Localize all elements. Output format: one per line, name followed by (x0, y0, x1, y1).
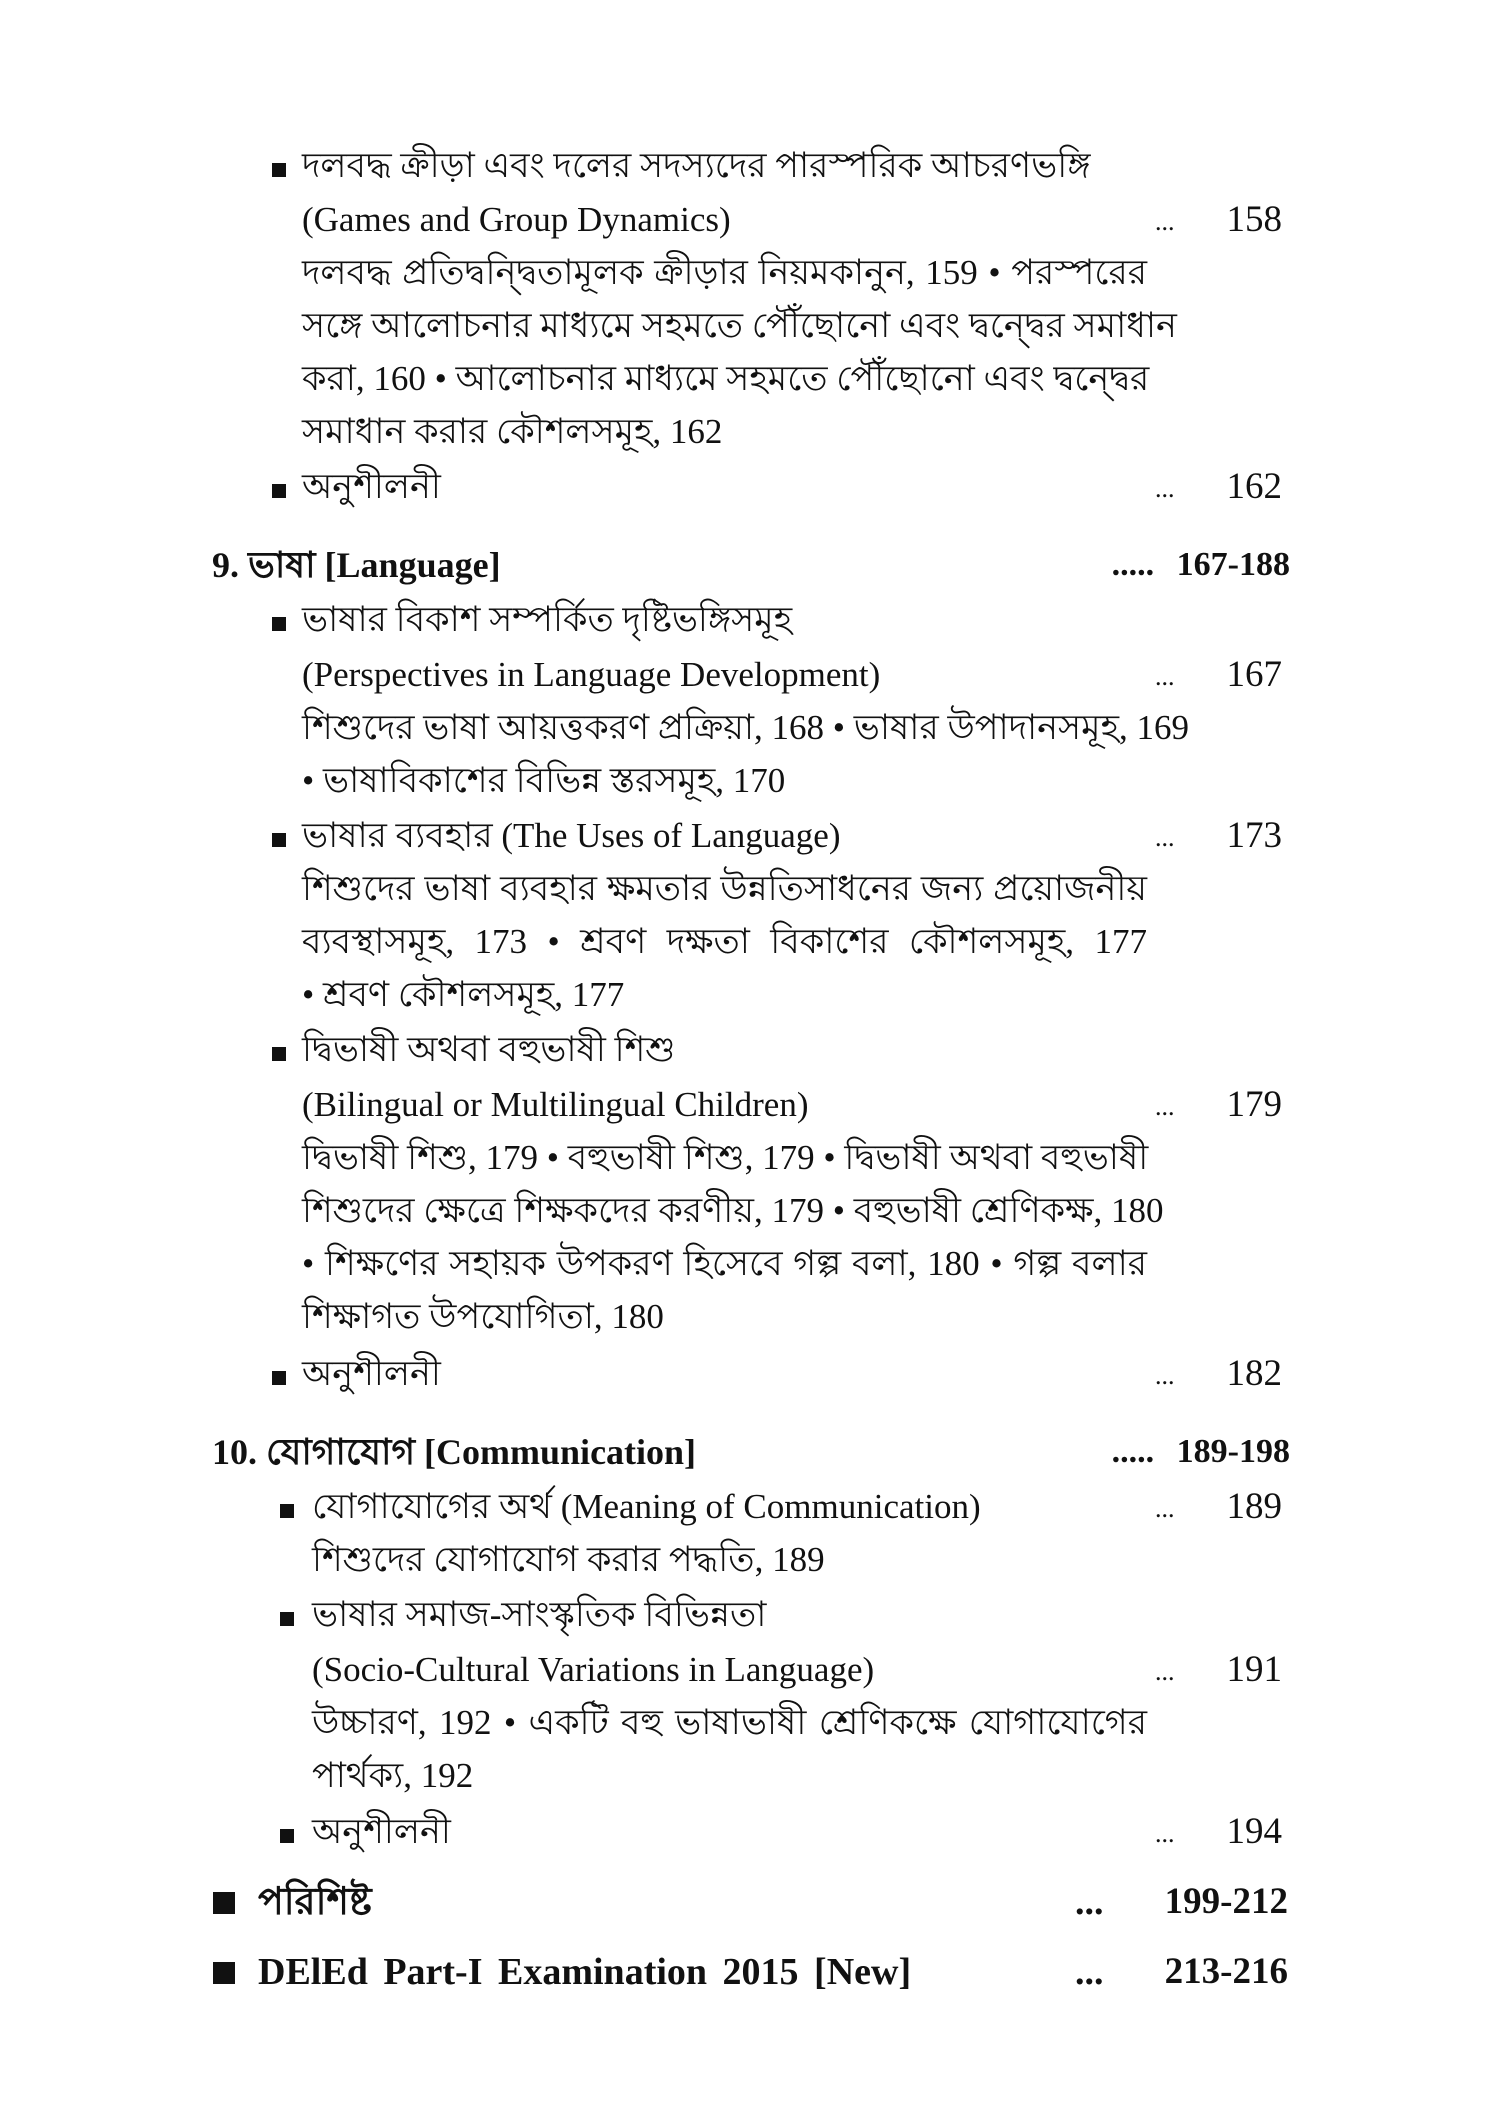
page-number: 182 (1226, 1353, 1282, 1394)
toc-detail-line: শিশুদের ক্ষেত্রে শিক্ষকদের করণীয়, 179 • বহুভাষী শ্রেণিকক্ষ, 180 (302, 1191, 1164, 1230)
page-number: 189 (1226, 1486, 1282, 1527)
exam-label: DElEd Part-I Examination 2015 [New] (258, 1951, 912, 1993)
toc-item-title: ভাষার সমাজ-সাংস্কৃতিক বিভিন্নতা (312, 1595, 767, 1634)
leader-dots: ..... (1111, 1433, 1155, 1470)
page-range: 199-212 (1164, 1881, 1288, 1922)
page-number: 162 (1226, 466, 1282, 507)
toc-detail-line: • ভাষাবিকাশের বিভিন্ন স্তরসমূহ, 170 (302, 761, 786, 800)
leader-dots: ... (1075, 1881, 1104, 1923)
toc-detail-line: দলবদ্ধ প্রতিদ্বন্দ্বিতামূলক ক্রীড়ার নিয়মকানুন, 159 • পরস্পরের (302, 253, 1147, 292)
toc-detail-line: • শিক্ষণের সহায়ক উপকরণ হিসেবে গল্প বলা, 180 • গল্প বলার (302, 1244, 1147, 1283)
toc-detail-line: শিশুদের ভাষা আয়ত্তকরণ প্রক্রিয়া, 168 • ভাষার উপাদানসমূহ, 169 (302, 708, 1190, 747)
toc-item-title: ভাষার বিকাশ সম্পর্কিত দৃষ্টিভঙ্গিসমূহ (302, 600, 793, 639)
toc-item-subtitle: (Bilingual or Multilingual Children) (302, 1085, 809, 1124)
leader-dots: ... (1155, 1819, 1175, 1848)
toc-detail-line: ব্যবস্থাসমূহ, 173 • শ্রবণ দক্ষতা বিকাশের কৌশলসমূহ, 177 (302, 922, 1147, 961)
leader-dots: ... (1155, 1092, 1175, 1121)
toc-item-subtitle: (Socio-Cultural Variations in Language) (312, 1650, 875, 1689)
leader-dots: ..... (1111, 546, 1155, 583)
leader-dots: ... (1155, 662, 1175, 691)
toc-detail-line: সঙ্গে আলোচনার মাধ্যমে সহমতে পৌঁছোনো এবং দ্বন্দ্বের সমাধান (302, 306, 1177, 345)
toc-item-title: ভাষার ব্যবহার (The Uses of Language) (302, 816, 841, 855)
leader-dots: ... (1155, 1657, 1175, 1686)
appendix-label: পরিশিষ্ট (258, 1881, 372, 1923)
bullet-icon (280, 1504, 294, 1518)
bullet-icon (272, 484, 286, 498)
leader-dots: ... (1155, 207, 1175, 236)
bullet-icon (213, 1892, 235, 1914)
toc-detail-line: শিশুদের যোগাযোগ করার পদ্ধতি, 189 (312, 1540, 825, 1579)
toc-detail-line: শিক্ষাগত উপযোগিতা, 180 (302, 1297, 664, 1336)
leader-dots: ... (1075, 1951, 1104, 1993)
page-number: 173 (1226, 815, 1282, 856)
bullet-icon (272, 1047, 286, 1061)
chapter-page-range (1030, 541, 1290, 589)
page-number: 167 (1226, 654, 1282, 695)
toc-item-subtitle: (Games and Group Dynamics) (302, 200, 731, 239)
toc-detail-line: শিশুদের ভাষা ব্যবহার ক্ষমতার উন্নতিসাধনের জন্য প্রয়োজনীয় (302, 869, 1147, 908)
toc-exercise-label: অনুশীলনী (302, 467, 441, 506)
bullet-icon (280, 1829, 294, 1843)
bullet-icon (280, 1612, 294, 1626)
page-number: 194 (1226, 1811, 1282, 1852)
toc-detail-line: করা, 160 • আলোচনার মাধ্যমে সহমতে পৌঁছোনো এবং দ্বন্দ্বের (302, 359, 1150, 398)
toc-detail-line: উচ্চারণ, 192 • একটি বহু ভাষাভাষী শ্রেণিকক্ষে যোগাযোগের (312, 1703, 1147, 1742)
leader-dots: ... (1155, 1361, 1175, 1390)
toc-exercise-label: অনুশীলনী (302, 1354, 441, 1393)
chapter-page-range (1030, 1428, 1290, 1476)
leader-dots: ... (1155, 823, 1175, 852)
toc-detail-line: সমাধান করার কৌশলসমূহ, 162 (302, 412, 723, 451)
page-range: 189-198 (1176, 1433, 1290, 1470)
leader-dots: ... (1155, 1494, 1175, 1523)
toc-item-subtitle: (Perspectives in Language Development) (302, 655, 881, 694)
toc-detail-line: দ্বিভাষী শিশু, 179 • বহুভাষী শিশু, 179 • দ্বিভাষী অথবা বহুভাষী (302, 1138, 1149, 1177)
leader-dots: ... (1155, 474, 1175, 503)
page-range: 167-188 (1176, 546, 1290, 583)
page-number: 179 (1226, 1084, 1282, 1125)
bullet-icon (272, 163, 286, 177)
toc-detail-line: পার্থক্য, 192 (312, 1756, 474, 1795)
toc-exercise-label: অনুশীলনী (312, 1812, 451, 1851)
toc-item-title: যোগাযোগের অর্থ (Meaning of Communication) (312, 1487, 981, 1526)
bullet-icon (213, 1962, 235, 1984)
page-number: 158 (1226, 199, 1282, 240)
toc-detail-line: • শ্রবণ কৌশলসমূহ, 177 (302, 975, 625, 1014)
bullet-icon (272, 617, 286, 631)
page-range: 213-216 (1164, 1951, 1288, 1992)
chapter-heading: 10. যোগাযোগ [Communication] (212, 1432, 697, 1472)
bullet-icon (272, 833, 286, 847)
page-number: 191 (1226, 1649, 1282, 1690)
bullet-icon (272, 1371, 286, 1385)
chapter-heading: 9. ভাষা [Language] (212, 545, 501, 585)
toc-item-title: দ্বিভাষী অথবা বহুভাষী শিশু (302, 1030, 676, 1069)
toc-item-title: দলবদ্ধ ক্রীড়া এবং দলের সদস্যদের পারস্পরিক আচরণভঙ্গি (302, 146, 1091, 185)
